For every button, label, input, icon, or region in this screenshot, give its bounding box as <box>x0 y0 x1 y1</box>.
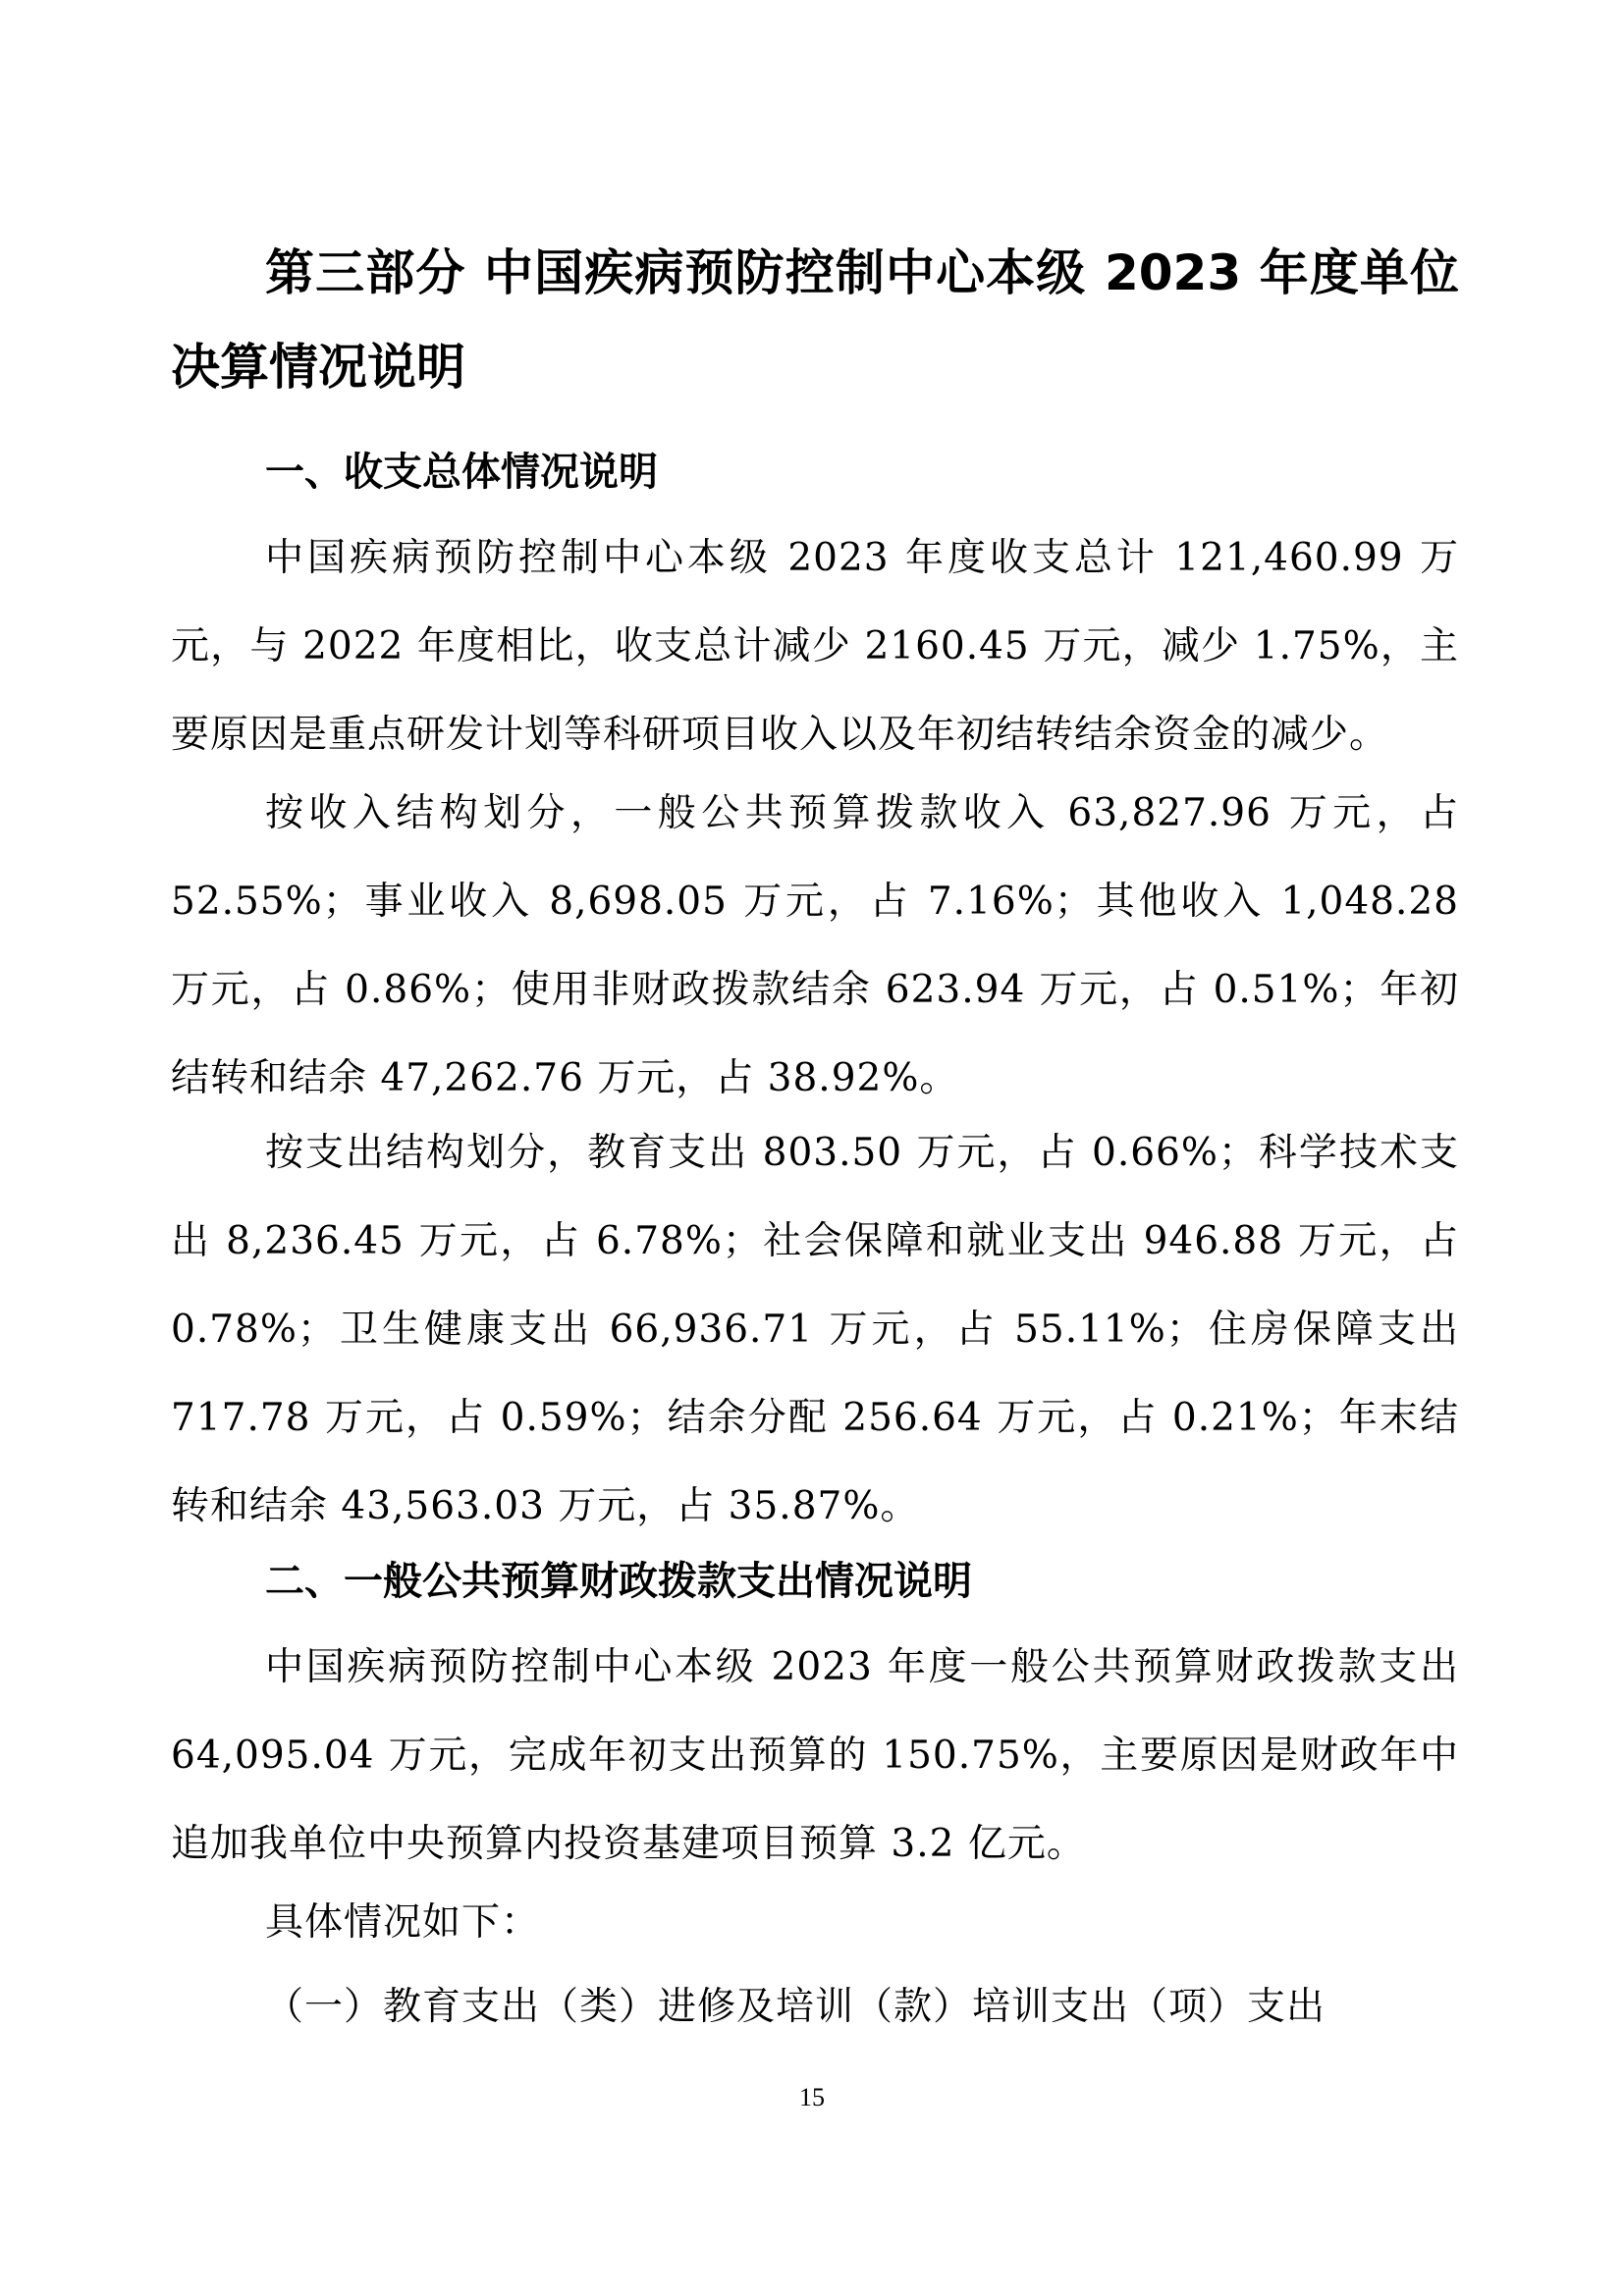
paragraph-details-intro: 具体情况如下： <box>265 1900 541 1945</box>
paragraph-income-structure: 按收入结构划分，一般公共预算拨款收入 63,827.96 万元，占 52.55%；事业收入 8,698.05 万元，占 7.16%；其他收入 1,048.28 万元，占 0.86%；使用非财政拨款结余 623.94 万元，占 0.51%；年初结转和结余 47,262.76 万元，占 38.92%。 <box>171 791 1459 1100</box>
paragraph-public-budget-expense-total: 中国疾病预防控制中心本级 2023 年度一般公共预算财政拨款支出 64,095.04 万元，完成年初支出预算的 150.75%，主要原因是财政年中追加我单位中央预算内投资基建项目预算 3.2 亿元。 <box>171 1645 1459 1866</box>
paragraph-education-expense-item: （一）教育支出（类）进修及培训（款）培训支出（项）支出 <box>265 1985 1326 2029</box>
document-title: 第三部分 中国疾病预防控制中心本级 2023 年度单位决算情况说明 <box>171 244 1459 396</box>
section-heading-public-budget-expense: 二、一般公共预算财政拨款支出情况说明 <box>265 1559 972 1604</box>
paragraph-total-income-expense: 中国疾病预防控制中心本级 2023 年度收支总计 121,460.99 万元，与 2022 年度相比，收支总计减少 2160.45 万元，减少 1.75%，主要原因是重点研发计划等科研项目收入以及年初结转结余资金的减少。 <box>171 536 1459 757</box>
paragraph-expense-structure: 按支出结构划分，教育支出 803.50 万元，占 0.66%；科学技术支出 8,236.45 万元，占 6.78%；社会保障和就业支出 946.88 万元，占 0.78%；卫生健康支出 66,936.71 万元，占 55.11%；住房保障支出 717.78 万元，占 0.59%；结余分配 256.64 万元，占 0.21%；年末结转和结余 43,563.03 万元，占 35.87%。 <box>171 1131 1459 1528</box>
section-heading-income-expense-overview: 一、收支总体情况说明 <box>265 450 658 495</box>
page-number: 15 <box>799 2083 825 2111</box>
